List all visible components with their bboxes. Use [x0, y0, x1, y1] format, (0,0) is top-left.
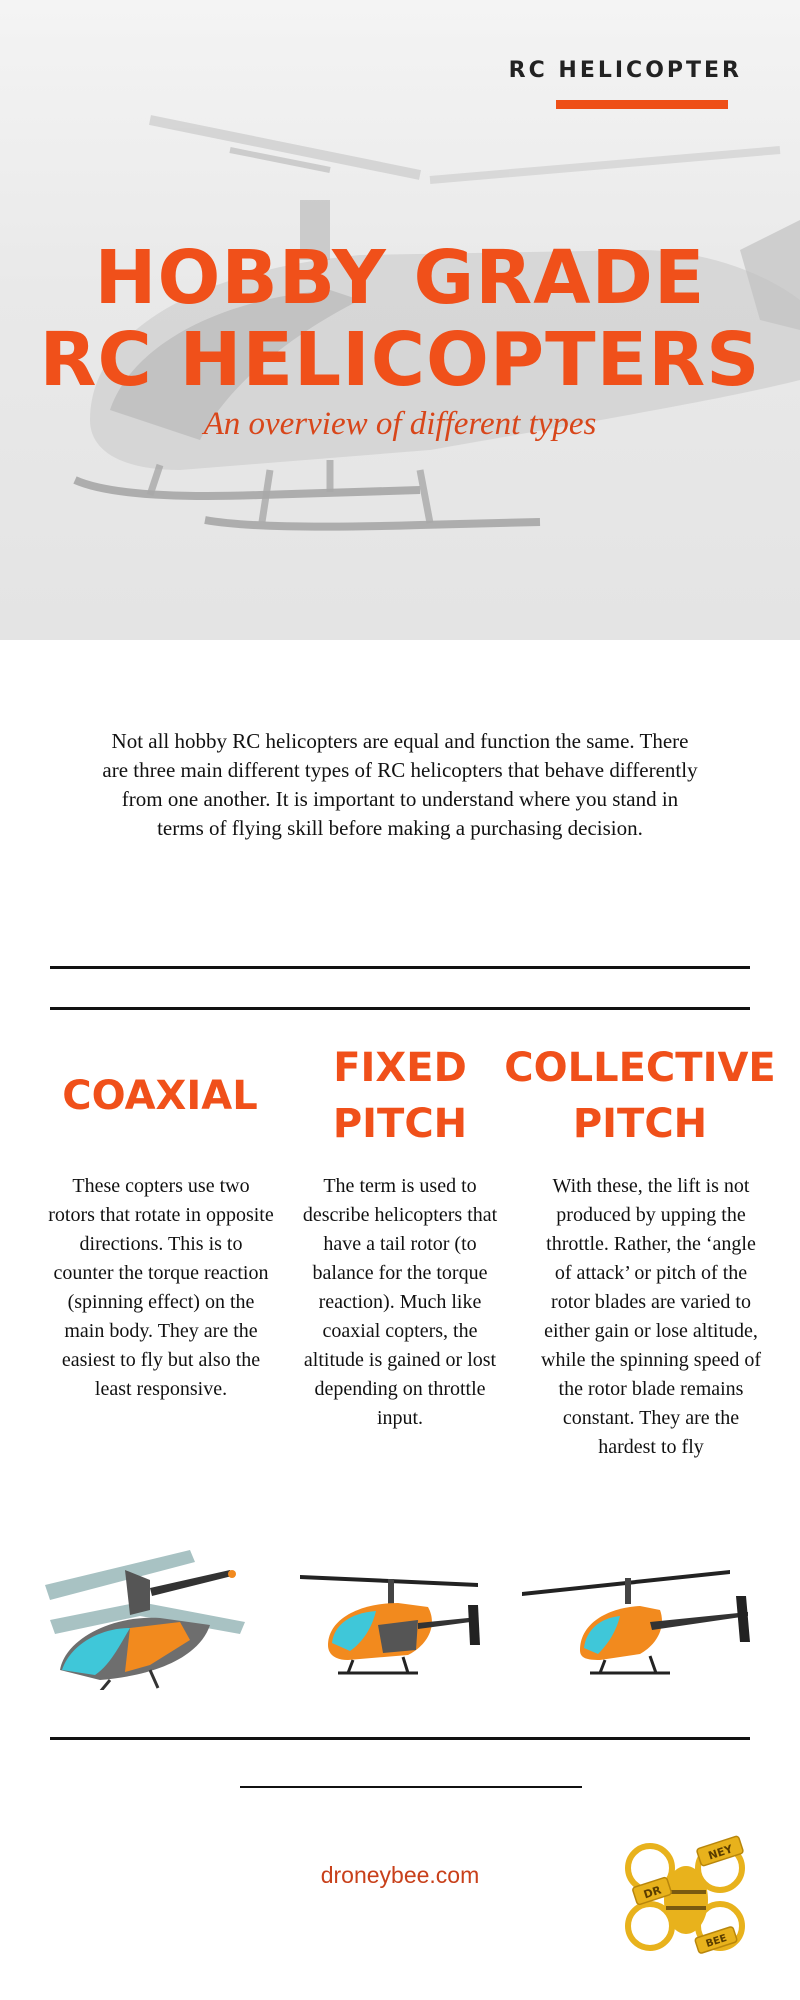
droneybee-logo-icon [620, 1830, 760, 1960]
logo-text-bee: BEE [704, 1932, 729, 1950]
divider-top-2 [50, 1007, 750, 1010]
fixed-pitch-description: The term is used to describe helicopters that have a tail rotor (to balance for the torque reaction). Much like coaxial copters, the altitude is gained or lost depending on throttle input. [302, 1175, 498, 1429]
fixed-pitch-heading [290, 1040, 510, 1152]
page-title-line2: RC HELICOPTERS [39, 317, 761, 403]
fixed-pitch-helicopter-icon [298, 1565, 488, 1680]
fixed-pitch-heading-line1: FIXED [333, 1045, 467, 1091]
fixed-pitch-heading-line2: PITCH [332, 1101, 468, 1147]
page-title-line1: HOBBY GRADE [94, 235, 706, 321]
coaxial-helicopter-icon [40, 1530, 255, 1690]
brand-underline [556, 100, 728, 109]
logo-text-ney: NEY [706, 1842, 735, 1863]
coaxial-heading: COAXIAL [62, 1073, 258, 1119]
collective-pitch-heading-line2: PITCH [572, 1101, 708, 1147]
brand-label: RC HELICOPTER [508, 58, 742, 83]
page-subtitle: An overview of different types [203, 406, 597, 442]
collective-pitch-helicopter-icon [520, 1560, 760, 1680]
collective-pitch-heading [500, 1040, 780, 1152]
collective-pitch-heading-line1: COLLECTIVE [504, 1045, 776, 1091]
divider-top-1 [50, 966, 750, 969]
coaxial-description: These copters use two rotors that rotate in opposite directions. This is to counter the torque reaction (spinning effect) on the main body. They are the easiest to fly but also the least responsive. [48, 1175, 274, 1400]
collective-pitch-description: With these, the lift is not produced by upping the throttle. Rather, the ‘angle of attack’ or pitch of the rotor blades are varied to either gain or lose altitude, while the spinning speed of the rotor blade remains constant. They are the hardest to fly [541, 1175, 761, 1458]
logo-text-dr: DR [642, 1883, 663, 1902]
divider-bottom-1 [50, 1737, 750, 1740]
divider-bottom-2 [240, 1786, 582, 1788]
intro-paragraph: Not all hobby RC helicopters are equal and function the same. There are three main different types of RC helicopters that behave differently from one another. It is important to understand where you stand in terms of flying skill before making a purchasing decision. [102, 729, 698, 840]
hero-banner [0, 0, 800, 640]
footer-site-link[interactable]: droneybee.com [320, 1862, 480, 1888]
